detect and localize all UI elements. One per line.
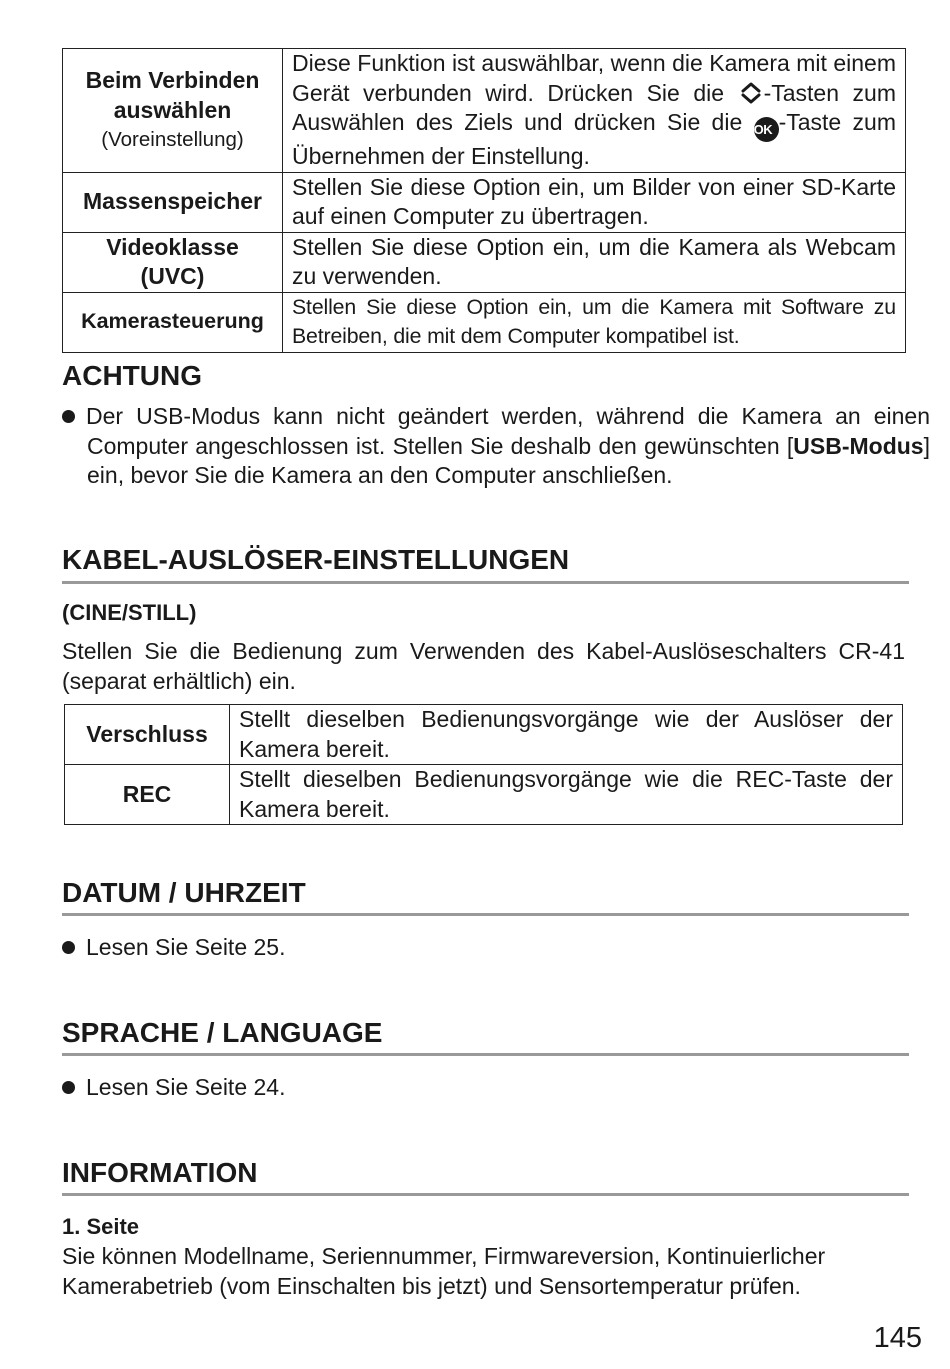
divider xyxy=(62,913,909,916)
bullet-icon xyxy=(62,941,75,954)
information-subheading: 1. Seite xyxy=(62,1214,140,1239)
option-description: Stellen Sie diese Option ein, um die Kamera als Webcam zu verwenden. xyxy=(283,232,906,292)
usb-mode-label: USB-Modus xyxy=(793,432,924,459)
up-down-arrow-icon xyxy=(738,80,764,106)
usb-mode-table xyxy=(62,48,906,353)
page-number: 145 xyxy=(873,1322,922,1354)
option-description: Stellen Sie diese Option ein, um Bilder von einer SD-Karte auf einen Computer zu übertragen. xyxy=(283,172,906,232)
table-row xyxy=(63,232,906,292)
bullet-icon xyxy=(62,1081,75,1094)
kabel-heading: KABEL-AUSLÖSER-EINSTELLUNGEN xyxy=(62,544,570,575)
table-row xyxy=(63,292,906,352)
ok-button-icon: OK xyxy=(754,117,779,142)
option-description: Diese Funktion ist auswählbar, wenn die Kamera mit einem Gerät verbunden wird. Drücken Sie die -Tasten zum Auswählen des Ziels und drücken Sie die OK -Taste zum Übernehmen der Einstellung. xyxy=(283,49,906,173)
default-note: (Voreinstellung) xyxy=(101,128,244,152)
datum-heading: DATUM / UHRZEIT xyxy=(62,877,306,908)
cable-release-table xyxy=(64,704,903,825)
divider xyxy=(62,1053,909,1056)
information-heading: INFORMATION xyxy=(62,1157,258,1188)
bullet-icon xyxy=(62,410,75,423)
option-name: Massenspeicher xyxy=(63,172,283,232)
option-name: Videoklasse (UVC) xyxy=(63,232,283,292)
divider xyxy=(62,1193,909,1196)
option-description: Stellt dieselben Bedienungsvorgänge wie der Auslöser der Kamera bereit. xyxy=(230,705,903,765)
table-row xyxy=(63,49,906,173)
option-name: Kamerasteuerung xyxy=(63,292,283,352)
option-name: Beim Verbinden auswählen (Voreinstellung) xyxy=(63,49,283,173)
divider xyxy=(62,581,909,584)
table-row xyxy=(65,705,903,765)
option-description: Stellen Sie diese Option ein, um die Kamera mit Software zu Betreiben, die mit dem Computer kompatibel ist. xyxy=(283,292,906,352)
table-row xyxy=(65,765,903,825)
option-description: Stellt dieselben Bedienungsvorgänge wie die REC-Taste der Kamera bereit. xyxy=(230,765,903,825)
option-name: REC xyxy=(65,765,230,825)
option-name: Verschluss xyxy=(65,705,230,765)
achtung-heading: ACHTUNG xyxy=(62,360,202,391)
achtung-note: Der USB-Modus kann nicht geändert werden, während die Kamera an einen Computer angeschlossen ist. Stellen Sie deshalb den gewünschten [USB-Modus] ein, bevor Sie die Kamera an den Computer anschließen. xyxy=(62,402,930,491)
datum-note: Lesen Sie Seite 25. xyxy=(62,933,905,963)
kabel-intro: Stellen Sie die Bedienung zum Verwenden des Kabel-Auslöseschalters CR-41 (separat erhältlich) ein. xyxy=(62,638,905,694)
sprache-note: Lesen Sie Seite 24. xyxy=(62,1073,905,1103)
information-text: Sie können Modellname, Seriennummer, Firmwareversion, Kontinuierlicher Kamerabetrieb (vom Einschalten bis jetzt) und Sensortemperatur prüfen. xyxy=(62,1243,826,1299)
kabel-subheading: (CINE/STILL) xyxy=(62,600,197,625)
table-row xyxy=(63,172,906,232)
sprache-heading: SPRACHE / LANGUAGE xyxy=(62,1017,383,1048)
